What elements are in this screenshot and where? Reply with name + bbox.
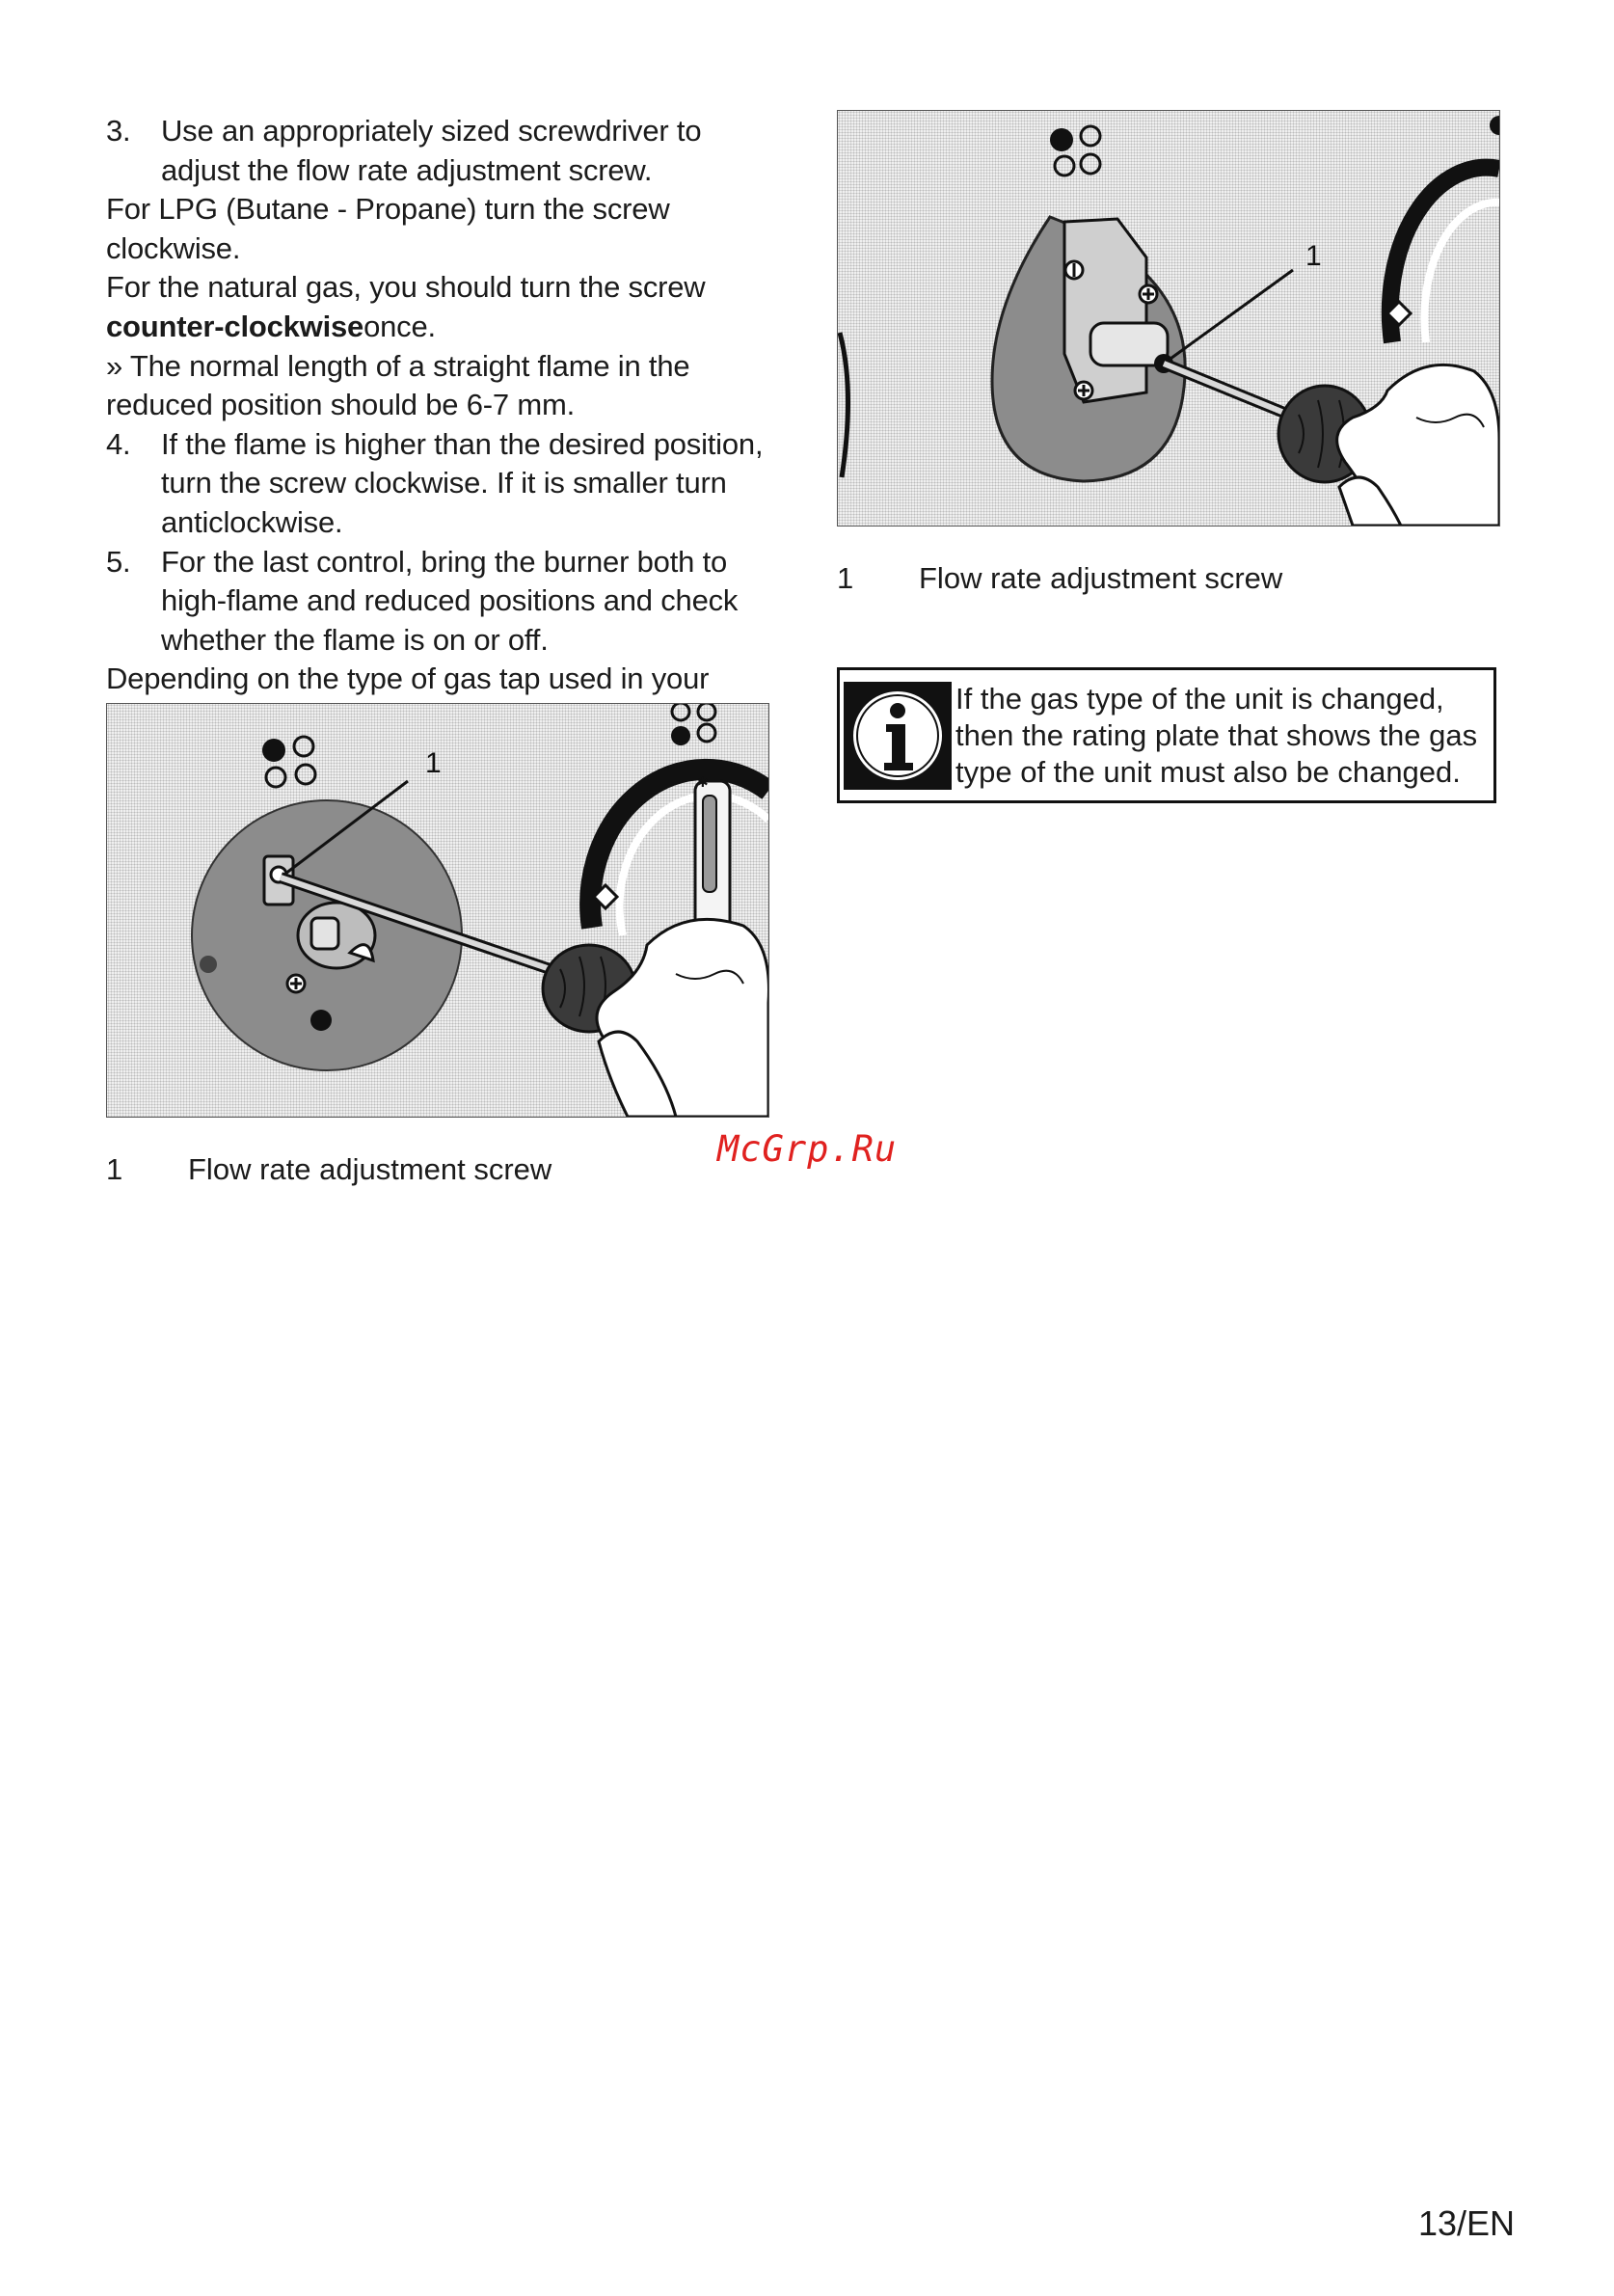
once-text: once. xyxy=(363,309,436,343)
info-note-text: If the gas type of the unit is changed, then the rating plate that shows the gas type of the unit must also be changed. xyxy=(955,681,1478,789)
natural-gas-text xyxy=(106,268,781,346)
left-text-column xyxy=(106,112,781,739)
page-number: 13/EN xyxy=(1417,2203,1515,2243)
illustration-right xyxy=(838,111,1499,526)
illustration-left xyxy=(107,704,768,1117)
step-text: Use an appropriately sized screwdriver to adjust the flow rate adjustment screw. xyxy=(161,114,702,187)
counter-clockwise-emphasis: counter-clockwise xyxy=(106,309,364,343)
callout-number: 1 xyxy=(425,747,442,779)
step-5 xyxy=(106,543,781,661)
lpg-text: For LPG (Butane - Propane) turn the screw clockwise. xyxy=(106,192,670,265)
watermark-text: McGrp.Ru xyxy=(717,1128,898,1170)
step-4 xyxy=(106,425,781,543)
caption-text: Flow rate adjustment screw xyxy=(188,1152,552,1186)
info-note-box xyxy=(837,667,1496,803)
step-number: 5. xyxy=(106,544,131,579)
callout-number: 1 xyxy=(1305,240,1322,272)
natural-gas-lead: For the natural gas, you should turn the screw xyxy=(106,270,706,305)
figure-left-screwdriver-adjustment xyxy=(106,703,769,1118)
tap-note: Depending on the type of gas tap used in your xyxy=(106,662,710,696)
svg-text:✱: ✱ xyxy=(697,775,709,791)
step-text: If the flame is higher than the desired position, turn the screw clockwise. If it is smaller turn anticlockwise. xyxy=(161,426,764,539)
step-number: 4. xyxy=(106,426,131,461)
caption-text: Flow rate adjustment screw xyxy=(919,561,1283,595)
figure-right-screwdriver-adjustment xyxy=(837,110,1500,527)
step-number: 3. xyxy=(106,114,131,148)
caption-number: 1 xyxy=(837,561,854,595)
info-icon xyxy=(844,682,952,790)
figure-right-caption xyxy=(837,559,1282,598)
figure-left-caption xyxy=(106,1150,551,1189)
flame-length-note: » The normal length of a straight flame in the reduced position should be 6-7 mm. xyxy=(106,348,690,422)
step-text: For the last control, bring the burner both to high-flame and reduced positions and check whether the flame is on or off. xyxy=(161,544,739,657)
step-3 xyxy=(106,112,781,190)
caption-number: 1 xyxy=(106,1152,123,1186)
